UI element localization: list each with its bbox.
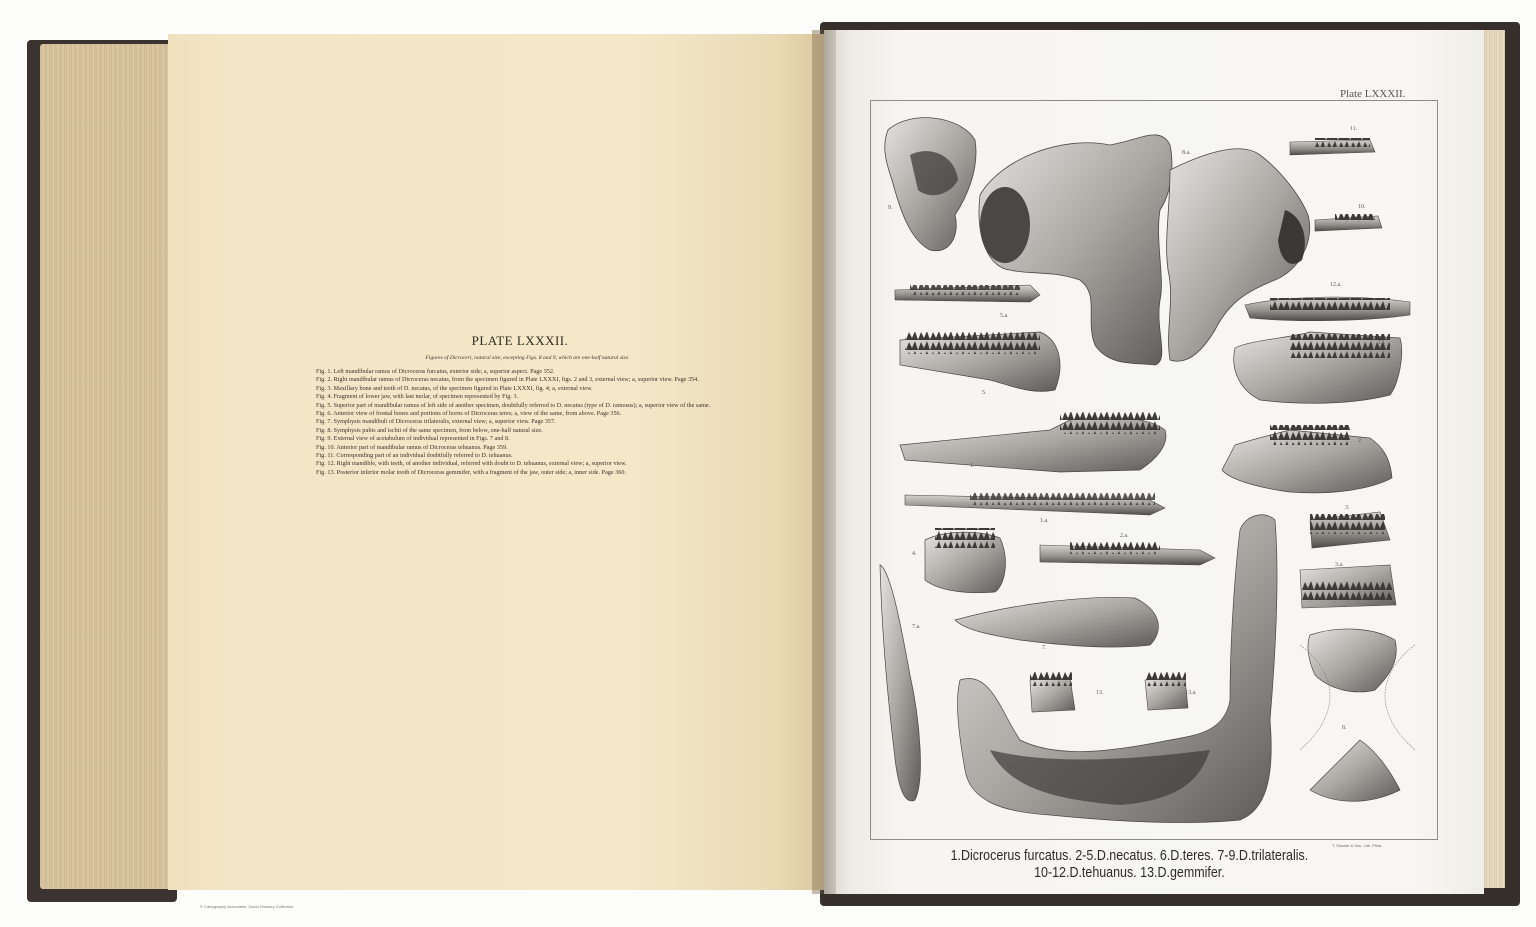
fig-label-2a: 2.a. — [1120, 533, 1129, 539]
figure-item — [316, 368, 716, 376]
figure-label: Fig. 9. — [316, 435, 332, 443]
figure-label: Fig. 8. — [316, 426, 332, 434]
figure-text: Left mandibular ramus of Dicroceras furcatus, exterior side; a, superior aspect. Page 352. — [333, 368, 555, 375]
fig-label-12: 12. — [1378, 340, 1386, 346]
figure-label: Fig. 10. — [316, 443, 336, 451]
plate-number: Plate LXXXII. — [1340, 88, 1406, 100]
figure-text: Anterior view of frontal bones and portions of horns of Dicroceras teres; a, view of the same, from above. Page 356. — [333, 410, 622, 418]
figure-text: Superior part of mandibular ramus of left side of another specimen, doubtfully referred to D. necatus (type of D. ramosus); a, superior view of the same. — [333, 401, 711, 409]
figure-item — [316, 418, 716, 426]
fossil-plate-illustration — [870, 100, 1436, 838]
fossil-fig8-bottom — [1310, 740, 1400, 801]
figure-text: Fragment of lower jaw, with last molar, of specimen represented by Fig. 3. — [333, 393, 519, 401]
figure-label: Fig. 4. — [316, 393, 332, 401]
fig-label-10: 10. — [1358, 204, 1366, 210]
plate-caption — [880, 848, 1379, 882]
figure-text: Posterior inferior molar tooth of Dicroceras gemmifer, with a fragment of the jaw, outer side; a, inner side. Page 360. — [336, 468, 627, 476]
fossil-fig7 — [955, 597, 1158, 647]
figure-text: Corresponding part of an individual doubtfully referred to D. tehuanus. — [336, 452, 513, 460]
figure-label: Fig. 3. — [316, 384, 332, 392]
figure-text: Anterior part of mandibular ramus of Dicroceras tehuanus. Page 359. — [336, 443, 508, 451]
fig-label-7a: 7.a. — [912, 624, 921, 630]
fig-label-3: 3. — [1345, 505, 1350, 511]
figure-text: Symphysis pubis and ischii of the same specimen, from below, one-half natural size. — [333, 426, 543, 434]
figure-text: Symphysis mandibuli of Dicroceras trilateralis, external view; a, superior view. Page 357. — [333, 418, 556, 426]
figure-label: Fig. 1. — [316, 368, 332, 375]
fig-label-13: 13. — [1096, 690, 1104, 696]
engraver-credit: T. Sinclair & Son, Lith. Phila. — [1332, 843, 1383, 848]
plate-caption-line2: 10-12.D.tehuanus. 13.D.gemmifer. — [1034, 865, 1225, 881]
figure-item — [316, 444, 716, 452]
figure-label: Fig. 13. — [316, 468, 336, 476]
plate-title: PLATE LXXXII. — [471, 333, 569, 348]
figure-label: Fig. 5. — [316, 401, 332, 409]
figure-item — [316, 376, 716, 384]
fig-label-11: 11. — [1350, 126, 1358, 132]
fig-label-8: 8. — [1342, 725, 1347, 731]
figure-item — [316, 385, 716, 393]
figure-item — [316, 452, 716, 460]
plate-subtitle: Figures of Dicroceri, natural size, excepting Figs. 8 and 9, which are one-half natural size. — [425, 355, 630, 361]
fig-label-7: 7. — [1042, 645, 1047, 651]
fig-label-5: 5. — [982, 390, 987, 396]
figure-label: Fig. 2. — [316, 376, 332, 384]
fig-label-5a: 5.a. — [1000, 313, 1009, 319]
book-gutter — [812, 30, 836, 894]
fig-label-13a: 13.a. — [1185, 690, 1197, 696]
fig-label-9: 9. — [888, 205, 893, 211]
page-edges-left — [40, 44, 180, 889]
fig-label-8a: 8.a. — [1182, 150, 1191, 156]
figure-item — [316, 402, 716, 410]
fig-label-1: 1. — [970, 463, 975, 469]
figure-text: Right mandible, with teeth, of another individual, referred with doubt to D. tehuanus, external view; a, superior view. — [336, 460, 627, 468]
figure-item — [316, 427, 716, 435]
fossil-fig7a — [880, 565, 920, 801]
figure-label: Fig. 6. — [316, 410, 332, 418]
figure-item — [316, 393, 716, 401]
copyright-notice: © Cartography Associates, David Rumsey Collection — [200, 904, 294, 909]
figure-text: Maxillary bone and teeth of D. necatus, of the specimen figured in Plate LXXXI, fig. 4; a, external view. — [333, 384, 593, 392]
fig-label-12a: 12.a. — [1330, 282, 1342, 288]
figure-label: Fig. 7. — [316, 418, 332, 426]
fig-label-4: 4. — [912, 551, 917, 557]
figure-text: Right mandibular ramus of Dicroceras necatus, from the specimen figured in Plate LXXXI, figs. 2 and 3, external view; a, superior view. Page 354. — [333, 376, 699, 384]
figure-label: Fig. 11. — [316, 452, 335, 460]
fig-label-6: 6. — [1095, 798, 1100, 804]
figure-list — [316, 368, 716, 477]
figure-item — [316, 469, 716, 477]
fig-label-3a: 3.a. — [1335, 562, 1344, 568]
figure-label: Fig. 12. — [316, 460, 336, 468]
figure-item — [316, 435, 716, 443]
plate-caption-line1: 1.Dicrocerus furcatus. 2-5.D.necatus. 6.D.teres. 7-9.D.trilateralis. — [950, 848, 1309, 864]
fig-label-1a: 1.a. — [1040, 518, 1049, 524]
fig-label-2: 2. — [1358, 438, 1363, 444]
fossil-fig8-top — [1308, 629, 1396, 692]
figure-item — [316, 460, 716, 468]
figure-item — [316, 410, 716, 418]
figure-text: External view of acetabulum of individual represented in Figs. 7 and 8. — [333, 435, 510, 443]
